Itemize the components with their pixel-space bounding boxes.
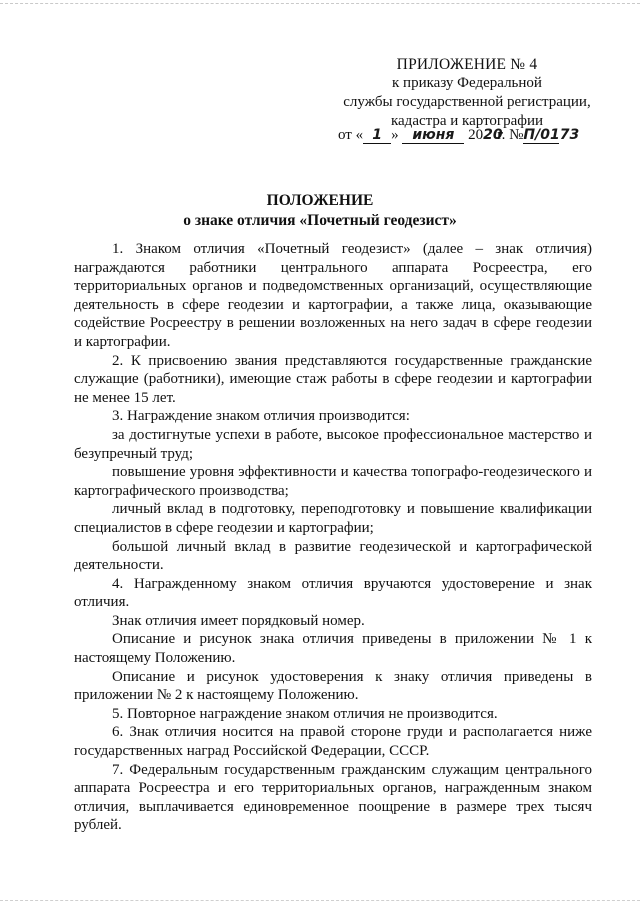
- paragraph-3-item-4: большой личный вклад в развитие геодезической и картографической деятельности.: [74, 538, 592, 574]
- scan-edge-top: [0, 3, 640, 4]
- document-body: [74, 240, 592, 835]
- document-title: [30, 191, 610, 231]
- title-sub: о знаке отличия «Почетный геодезист»: [183, 212, 457, 229]
- order-prefix: от «: [338, 127, 364, 143]
- scan-edge-bottom: [0, 900, 640, 901]
- order-year-prefix: 20: [468, 127, 484, 143]
- order-day-handwritten: 1: [363, 128, 391, 144]
- order-year-handwritten: 20: [483, 127, 503, 143]
- appendix-header: [322, 55, 612, 131]
- paragraph-1: 1. Знаком отличия «Почетный геодезист» (далее – знак отличия) награждаются работники центрального аппарата Росреестра, его территориальных органов и подведомственных организаций, осуществляющие деятельность в сфере геодезии и картографии, а также лица, оказывающие содействие Росреестру в решении возложенных на него задач в сфере геодезии и картографии.: [74, 241, 592, 350]
- paragraph-4: 4. Награжденному знаком отличия вручаются удостоверение и знак отличия.: [74, 575, 592, 611]
- paragraph-5: 5. Повторное награждение знаком отличия не производится.: [112, 705, 498, 722]
- paragraph-2: 2. К присвоению звания представляются государственные гражданские служащие (работники), имеющие стаж работы в сфере геодезии и картографии не менее 15 лет.: [74, 352, 592, 406]
- order-close-quote: »: [391, 127, 399, 143]
- paragraph-7: 7. Федеральным государственным гражданским служащим центрального аппарата Росреестра и его территориальных органов, награжденным знаком отличия, выплачивается единовременное поощрение в размере трех тысяч рублей.: [74, 761, 592, 834]
- order-number-handwritten: П/0173: [523, 127, 580, 143]
- paragraph-3-item-1: за достигнутые успехи в работе, высокое профессиональное мастерство и безупречный труд;: [74, 426, 592, 462]
- order-month-handwritten: июня: [402, 128, 464, 144]
- title-main: ПОЛОЖЕНИЕ: [266, 192, 374, 209]
- appendix-number: ПРИЛОЖЕНИЕ № 4: [396, 56, 538, 73]
- appendix-line-1: к приказу Федеральной: [392, 75, 542, 91]
- paragraph-4-note-1: Знак отличия имеет порядковый номер.: [112, 612, 365, 629]
- paragraph-3: 3. Награждение знаком отличия производится:: [112, 408, 410, 425]
- paragraph-4-note-3: Описание и рисунок удостоверения к знаку отличия приведены в приложении № 2 к настоящему Положению.: [74, 668, 592, 704]
- order-date-line: [338, 126, 608, 145]
- appendix-line-3: кадастра и картографии: [390, 113, 544, 129]
- appendix-line-2: службы государственной регистрации,: [343, 94, 591, 110]
- order-year-word: г. №: [497, 127, 524, 143]
- paragraph-4-note-2: Описание и рисунок знака отличия приведены в приложении № 1 к настоящему Положению.: [74, 631, 592, 667]
- paragraph-6: 6. Знак отличия носится на правой стороне груди и располагается ниже государственных наград Российской Федерации, СССР.: [74, 724, 592, 760]
- paragraph-3-item-3: личный вклад в подготовку, переподготовку и повышение квалификации специалистов в сфере геодезии и картографии;: [74, 501, 592, 536]
- paragraph-3-item-2: повышение уровня эффективности и качества топографо-геодезического и картографического производства;: [74, 464, 592, 499]
